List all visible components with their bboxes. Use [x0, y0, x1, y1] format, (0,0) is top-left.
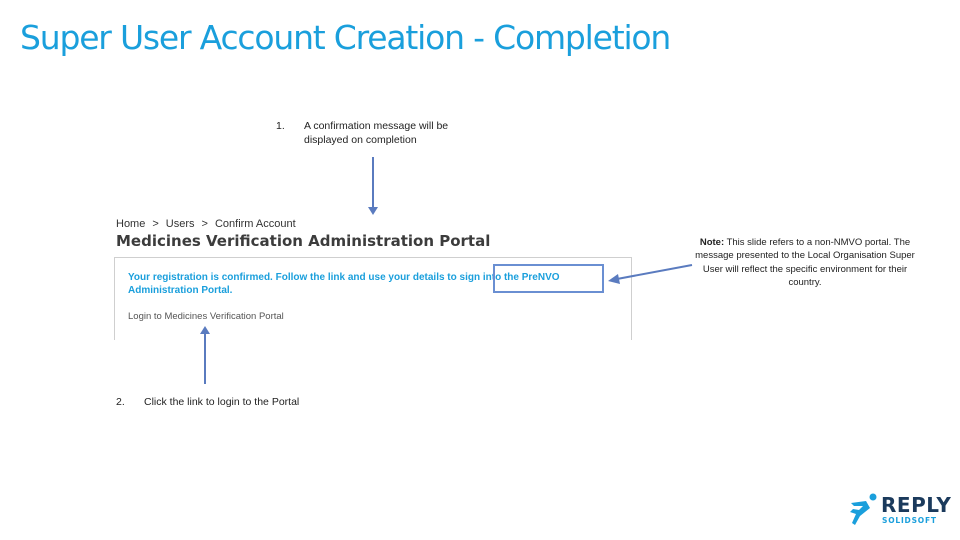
slide-title: Super User Account Creation - Completion	[20, 18, 671, 57]
reply-logo-icon	[846, 492, 880, 526]
up-arrow	[200, 326, 210, 384]
note-text: This slide refers to a non-NMVO portal. The message presented to the Local Organisation Super User will reflect the specific environment for their country.	[695, 237, 915, 288]
reply-solidsoft-logo	[846, 492, 952, 528]
portal-title: Medicines Verification Administration Portal	[116, 232, 491, 250]
logo-subtitle: SOLIDSOFT	[882, 516, 937, 525]
step-2-number: 2.	[116, 396, 125, 408]
logo-word: REPLY	[881, 493, 952, 517]
breadcrumb-users[interactable]: Users	[165, 218, 195, 230]
note-label: Note:	[699, 237, 725, 248]
step-1-text: A confirmation message will be displayed on completion	[304, 120, 449, 146]
breadcrumb-separator: >	[201, 218, 208, 230]
step-1-number: 1.	[276, 120, 285, 132]
confirmation-message: Your registration is confirmed. Follow the link and use your details to sign into the PreNVO Administration Portal.	[128, 272, 560, 296]
login-link[interactable]: Login to Medicines Verification Portal	[128, 311, 284, 322]
breadcrumb-confirm-account: Confirm Account	[214, 218, 296, 230]
left-arrow	[608, 265, 692, 284]
step-2-text: Click the link to login to the Portal	[144, 396, 300, 408]
breadcrumb-home[interactable]: Home	[116, 218, 146, 230]
down-arrow	[368, 157, 378, 215]
breadcrumb-separator: >	[152, 218, 159, 230]
